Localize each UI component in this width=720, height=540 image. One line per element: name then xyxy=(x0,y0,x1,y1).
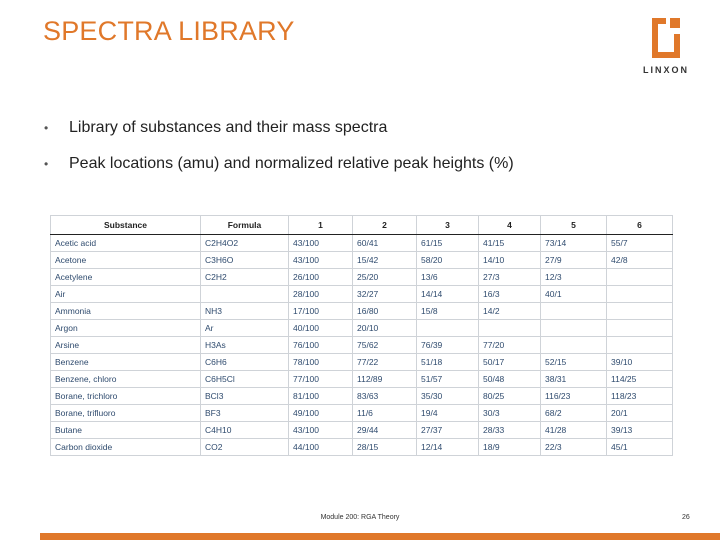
cell-peak: 28/15 xyxy=(353,439,417,456)
cell-substance: Carbon dioxide xyxy=(51,439,201,456)
cell-peak: 40/100 xyxy=(289,320,353,337)
table-row xyxy=(51,422,673,439)
cell-formula: BCl3 xyxy=(201,388,289,405)
cell-peak: 32/27 xyxy=(353,286,417,303)
cell-peak: 22/3 xyxy=(541,439,607,456)
cell-peak: 78/100 xyxy=(289,354,353,371)
cell-peak: 26/100 xyxy=(289,269,353,286)
cell-substance: Ammonia xyxy=(51,303,201,320)
cell-peak xyxy=(541,303,607,320)
cell-peak: 40/1 xyxy=(541,286,607,303)
cell-peak: 12/14 xyxy=(417,439,479,456)
cell-peak: 76/100 xyxy=(289,337,353,354)
cell-peak: 58/20 xyxy=(417,252,479,269)
bullet-item xyxy=(44,154,514,190)
cell-peak xyxy=(541,337,607,354)
cell-peak: 76/39 xyxy=(417,337,479,354)
cell-peak: 27/3 xyxy=(479,269,541,286)
cell-peak: 118/23 xyxy=(607,388,673,405)
cell-peak: 16/3 xyxy=(479,286,541,303)
table-row xyxy=(51,303,673,320)
bullet-dot-icon: • xyxy=(44,121,49,135)
cell-peak: 112/89 xyxy=(353,371,417,388)
spectra-table-container xyxy=(50,215,672,456)
cell-peak: 50/48 xyxy=(479,371,541,388)
cell-formula: C2H2 xyxy=(201,269,289,286)
cell-peak: 43/100 xyxy=(289,252,353,269)
cell-peak: 43/100 xyxy=(289,422,353,439)
table-row xyxy=(51,252,673,269)
cell-formula: BF3 xyxy=(201,405,289,422)
bullet-text: Library of substances and their mass spectra xyxy=(69,119,388,136)
cell-peak: 42/8 xyxy=(607,252,673,269)
column-header-peak-2: 2 xyxy=(353,216,417,235)
column-header-peak-4: 4 xyxy=(479,216,541,235)
table-row xyxy=(51,371,673,388)
table-row xyxy=(51,235,673,252)
table-row xyxy=(51,354,673,371)
table-row xyxy=(51,337,673,354)
cell-peak: 30/3 xyxy=(479,405,541,422)
cell-peak xyxy=(607,320,673,337)
cell-peak: 29/44 xyxy=(353,422,417,439)
table-row xyxy=(51,320,673,337)
cell-peak: 80/25 xyxy=(479,388,541,405)
logo-text: LINXON xyxy=(642,65,689,75)
cell-peak xyxy=(607,337,673,354)
cell-substance: Benzene xyxy=(51,354,201,371)
cell-peak: 35/30 xyxy=(417,388,479,405)
bullet-list xyxy=(44,118,514,190)
cell-substance: Acetic acid xyxy=(51,235,201,252)
column-header-peak-1: 1 xyxy=(289,216,353,235)
cell-substance: Borane, trifluoro xyxy=(51,405,201,422)
cell-peak: 114/25 xyxy=(607,371,673,388)
spectra-table xyxy=(50,215,673,456)
cell-substance: Argon xyxy=(51,320,201,337)
cell-peak: 38/31 xyxy=(541,371,607,388)
column-header-peak-5: 5 xyxy=(541,216,607,235)
cell-peak: 45/1 xyxy=(607,439,673,456)
cell-formula: C2H4O2 xyxy=(201,235,289,252)
column-header-peak-3: 3 xyxy=(417,216,479,235)
cell-peak: 41/28 xyxy=(541,422,607,439)
cell-substance: Arsine xyxy=(51,337,201,354)
cell-peak: 14/10 xyxy=(479,252,541,269)
cell-peak: 12/3 xyxy=(541,269,607,286)
cell-formula: C4H10 xyxy=(201,422,289,439)
cell-peak: 14/2 xyxy=(479,303,541,320)
cell-formula: CO2 xyxy=(201,439,289,456)
cell-peak: 15/8 xyxy=(417,303,479,320)
cell-peak: 49/100 xyxy=(289,405,353,422)
cell-peak: 25/20 xyxy=(353,269,417,286)
bullet-item xyxy=(44,118,514,154)
cell-peak: 17/100 xyxy=(289,303,353,320)
table-row xyxy=(51,286,673,303)
cell-peak xyxy=(541,320,607,337)
cell-formula: Ar xyxy=(201,320,289,337)
cell-peak: 51/57 xyxy=(417,371,479,388)
cell-substance: Acetylene xyxy=(51,269,201,286)
bottom-accent-bar xyxy=(40,533,720,540)
cell-peak: 77/20 xyxy=(479,337,541,354)
cell-formula xyxy=(201,286,289,303)
table-body xyxy=(51,235,673,456)
cell-peak: 16/80 xyxy=(353,303,417,320)
cell-peak: 41/15 xyxy=(479,235,541,252)
cell-substance: Butane xyxy=(51,422,201,439)
cell-peak: 73/14 xyxy=(541,235,607,252)
table-row xyxy=(51,405,673,422)
page-number: 26 xyxy=(682,514,690,521)
column-header-substance: Substance xyxy=(51,216,201,235)
table-header-row xyxy=(51,216,673,235)
cell-formula: NH3 xyxy=(201,303,289,320)
cell-peak: 20/1 xyxy=(607,405,673,422)
footer-text: Module 200: RGA Theory xyxy=(320,514,400,521)
cell-peak: 81/100 xyxy=(289,388,353,405)
cell-peak: 28/100 xyxy=(289,286,353,303)
cell-peak: 60/41 xyxy=(353,235,417,252)
logo-bracket-icon xyxy=(652,18,680,58)
cell-formula: C6H5Cl xyxy=(201,371,289,388)
cell-peak: 13/6 xyxy=(417,269,479,286)
cell-peak: 44/100 xyxy=(289,439,353,456)
cell-peak: 14/14 xyxy=(417,286,479,303)
cell-peak: 28/33 xyxy=(479,422,541,439)
cell-peak: 52/15 xyxy=(541,354,607,371)
cell-peak: 77/100 xyxy=(289,371,353,388)
cell-peak xyxy=(607,269,673,286)
cell-formula: C3H6O xyxy=(201,252,289,269)
cell-substance: Benzene, chloro xyxy=(51,371,201,388)
cell-peak: 75/62 xyxy=(353,337,417,354)
cell-peak xyxy=(607,286,673,303)
bullet-dot-icon: • xyxy=(44,157,49,171)
table-row xyxy=(51,439,673,456)
cell-peak xyxy=(417,320,479,337)
cell-substance: Air xyxy=(51,286,201,303)
cell-peak: 43/100 xyxy=(289,235,353,252)
cell-peak: 50/17 xyxy=(479,354,541,371)
cell-peak: 51/18 xyxy=(417,354,479,371)
cell-peak: 77/22 xyxy=(353,354,417,371)
cell-substance: Acetone xyxy=(51,252,201,269)
cell-formula: H3As xyxy=(201,337,289,354)
cell-peak: 20/10 xyxy=(353,320,417,337)
cell-peak: 55/7 xyxy=(607,235,673,252)
cell-peak: 27/9 xyxy=(541,252,607,269)
cell-peak xyxy=(479,320,541,337)
table-row xyxy=(51,269,673,286)
cell-peak: 39/10 xyxy=(607,354,673,371)
slide-title: SPECTRA LIBRARY xyxy=(43,16,295,46)
cell-peak: 116/23 xyxy=(541,388,607,405)
cell-substance: Borane, trichloro xyxy=(51,388,201,405)
cell-peak: 15/42 xyxy=(353,252,417,269)
company-logo xyxy=(636,18,696,78)
column-header-peak-6: 6 xyxy=(607,216,673,235)
cell-peak: 11/6 xyxy=(353,405,417,422)
cell-peak: 18/9 xyxy=(479,439,541,456)
table-row xyxy=(51,388,673,405)
cell-peak: 27/37 xyxy=(417,422,479,439)
cell-peak: 61/15 xyxy=(417,235,479,252)
cell-peak: 68/2 xyxy=(541,405,607,422)
bullet-text: Peak locations (amu) and normalized relative peak heights (%) xyxy=(69,155,514,172)
cell-formula: C6H6 xyxy=(201,354,289,371)
cell-peak: 83/63 xyxy=(353,388,417,405)
cell-peak: 39/13 xyxy=(607,422,673,439)
cell-peak: 19/4 xyxy=(417,405,479,422)
cell-peak xyxy=(607,303,673,320)
column-header-formula: Formula xyxy=(201,216,289,235)
